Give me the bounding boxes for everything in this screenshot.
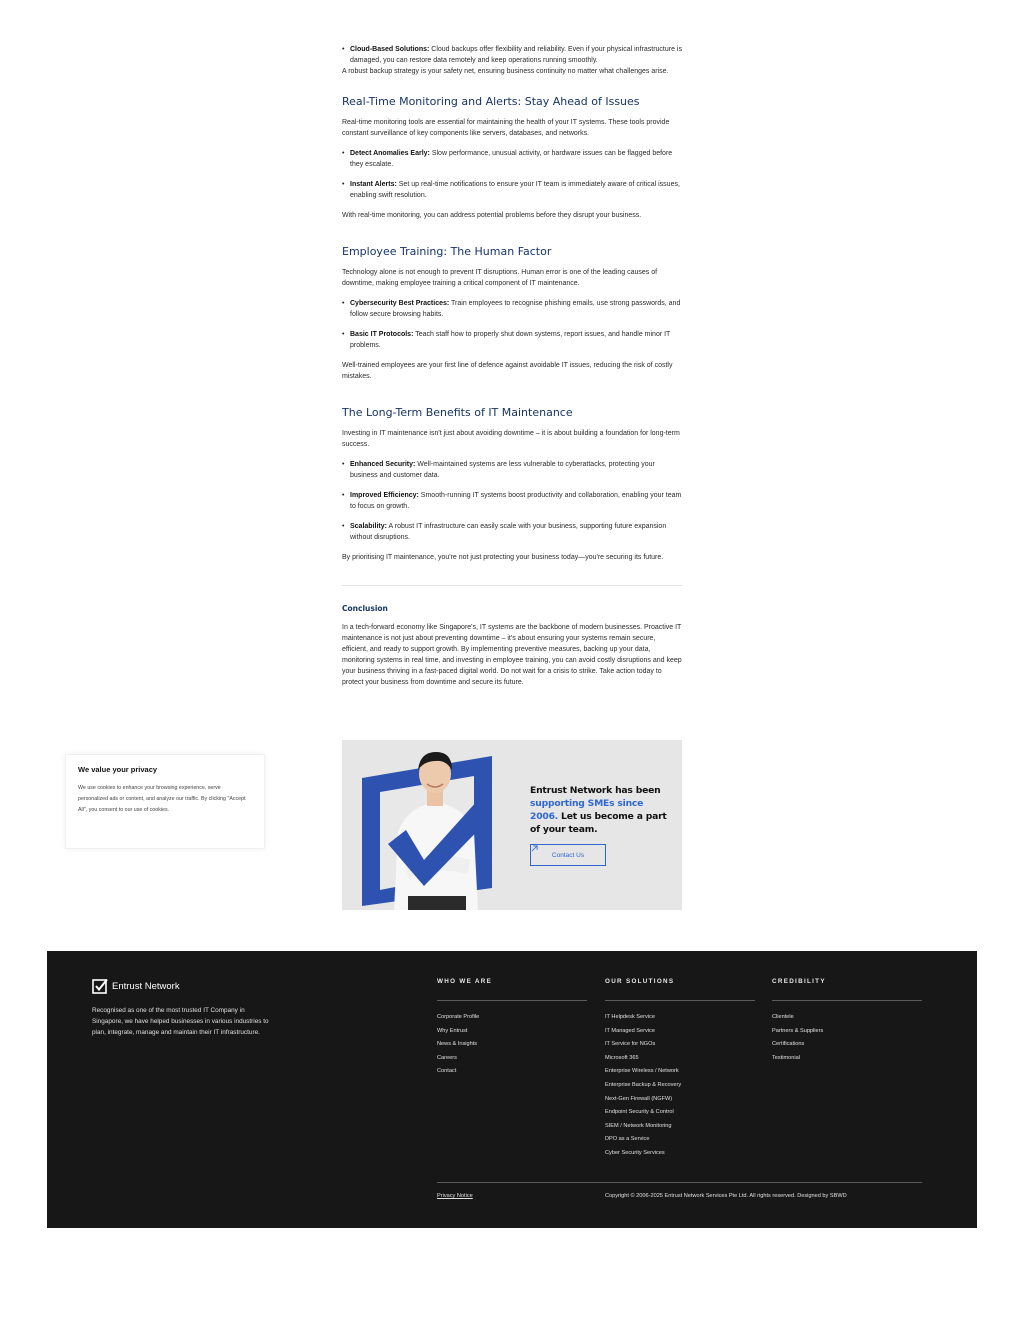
- footer-column-heading: OUR SOLUTIONS: [605, 978, 755, 1001]
- footer-link-news-insights[interactable]: News & Insights: [437, 1041, 478, 1048]
- site-footer: [47, 951, 977, 1228]
- contact-us-button[interactable]: [530, 844, 606, 866]
- section-divider: [342, 585, 682, 586]
- training-intro: Technology alone is not enough to prevent IT disruptions. Human error is one of the leading causes of downtime, making employee training a critical component of IT maintenance.: [342, 269, 658, 287]
- footer-link-cyber-security[interactable]: Cyber Security Services: [605, 1149, 665, 1156]
- copyright-text: Copyright © 2006-2025 Entrust Network Services Pte Ltd. All rights reserved. Designed by SBWD: [605, 1193, 847, 1199]
- list-item: • Basic IT Protocols: Teach staff how to properly shut down systems, report issues, and handle minor IT problems.: [342, 329, 682, 351]
- footer-link-microsoft-365[interactable]: Microsoft 365: [605, 1054, 639, 1061]
- arrow-up-right-icon: [531, 845, 538, 852]
- cookie-consent-panel: [65, 754, 265, 849]
- footer-divider: [437, 1182, 922, 1183]
- list-item: • Cybersecurity Best Practices: Train employees to recognise phishing emails, use strong passwords, and follow secure browsing habits.: [342, 298, 682, 320]
- footer-link-certifications[interactable]: Certifications: [772, 1041, 805, 1048]
- training-bullet-list: [342, 298, 682, 351]
- entrust-logo-icon: [92, 978, 108, 994]
- monitoring-outro: With real-time monitoring, you can address potential problems before they disrupt your business.: [342, 212, 642, 219]
- list-item: • Cloud-Based Solutions: Cloud backups offer flexibility and reliability. Even if your physical infrastructure is damaged, you can restore data remotely and keep operations running smoothly.: [342, 44, 682, 66]
- footer-link-partners[interactable]: Partners & Suppliers: [772, 1027, 824, 1034]
- monitoring-heading: Real-Time Monitoring and Alerts: Stay Ahead of Issues: [342, 95, 640, 108]
- list-item: • Enhanced Security: Well-maintained systems are less vulnerable to cyberattacks, protecting your business and customer data.: [342, 459, 682, 481]
- benefits-intro: Investing in IT maintenance isn't just about avoiding downtime – it is about building a foundation for long-term success.: [342, 430, 680, 448]
- footer-column-credibility: [772, 978, 922, 1065]
- conclusion-text: In a tech-forward economy like Singapore's, IT systems are the backbone of modern businesses. Proactive IT maintenance is not just about preventing downtime – it's about ensuring your systems remain secure, efficient, and ready to support growth. By implementing preventive measures, backing up your data, monitoring systems in real time, and investing in employee training, you can avoid costly disruptions and keep your business thriving in a fast-paced digital world. Do not wait for a crisis to strike. Take action today to protect your business from downtime and secure its future.: [342, 624, 682, 686]
- footer-link-why-entrust[interactable]: Why Entrust: [437, 1027, 468, 1034]
- benefits-outro: By prioritising IT maintenance, you're not just protecting your business today—you're securing its future.: [342, 554, 664, 561]
- cta-banner: [342, 740, 682, 910]
- footer-column-our-solutions: [605, 978, 755, 1161]
- cookie-consent-title: We value your privacy: [78, 765, 158, 774]
- benefits-heading: The Long-Term Benefits of IT Maintenance: [342, 406, 573, 419]
- footer-logo[interactable]: [92, 978, 180, 994]
- monitoring-bullet-list: [342, 148, 682, 201]
- footer-link-it-managed[interactable]: IT Managed Service: [605, 1027, 655, 1034]
- footer-column-who-we-are: [437, 978, 587, 1079]
- footer-link-testimonial[interactable]: Testimonial: [772, 1054, 800, 1061]
- list-item: • Scalability: A robust IT infrastructure can easily scale with your business, supporting future expansion without disruptions.: [342, 521, 682, 543]
- footer-column-heading: WHO WE ARE: [437, 978, 587, 1001]
- footer-link-endpoint-security[interactable]: Endpoint Security & Control: [605, 1109, 674, 1116]
- privacy-notice-link[interactable]: Privacy Notice: [437, 1193, 473, 1199]
- logo-text: Entrust Network: [112, 980, 180, 992]
- footer-description: Recognised as one of the most trusted IT Company in Singapore, we have helped businesses in various industries to plan, integrate, manage and maintain their IT infrastructure.: [92, 1007, 269, 1036]
- list-item: • Instant Alerts: Set up real-time notifications to ensure your IT team is immediately aware of critical issues, enabling swift resolution.: [342, 179, 682, 201]
- footer-column-heading: CREDIBILITY: [772, 978, 922, 1001]
- backup-summary: A robust backup strategy is your safety net, ensuring business continuity no matter what challenges arise.: [342, 68, 669, 75]
- footer-link-ngfw[interactable]: Next-Gen Firewall (NGFW): [605, 1095, 673, 1102]
- monitoring-intro: Real-time monitoring tools are essential for maintaining the health of your IT systems. These tools provide constant surveillance of key components like servers, databases, and networks.: [342, 119, 670, 137]
- footer-link-enterprise-wireless[interactable]: Enterprise Wireless / Network: [605, 1068, 679, 1075]
- footer-link-enterprise-backup[interactable]: Enterprise Backup & Recovery: [605, 1081, 682, 1088]
- footer-link-dpo[interactable]: DPO as a Service: [605, 1136, 650, 1143]
- banner-headline: Entrust Network has been supporting SMEs since 2006. Let us become a part of your team.: [530, 785, 667, 835]
- footer-link-it-helpdesk[interactable]: IT Helpdesk Service: [605, 1014, 655, 1020]
- footer-link-contact[interactable]: Contact: [437, 1068, 457, 1075]
- cookie-consent-text: We use cookies to enhance your browsing experience, serve personalized ads or content, and analyze our traffic. By clicking "Accept All", you consent to our use of cookies.: [78, 785, 246, 813]
- benefits-bullet-list: [342, 459, 682, 543]
- training-outro: Well-trained employees are your first line of defence against avoidable IT issues, reducing the risk of costly mistakes.: [342, 362, 673, 380]
- footer-link-careers[interactable]: Careers: [437, 1054, 457, 1061]
- backup-bullet-list: [342, 44, 682, 66]
- footer-link-clientele[interactable]: Clientele: [772, 1014, 794, 1020]
- list-item: • Improved Efficiency: Smooth-running IT systems boost productivity and collaboration, enabling your team to focus on growth.: [342, 490, 682, 512]
- training-heading: Employee Training: The Human Factor: [342, 245, 552, 258]
- footer-link-it-ngos[interactable]: IT Service for NGOs: [605, 1041, 656, 1048]
- article-body: [342, 44, 682, 688]
- footer-link-siem[interactable]: SIEM / Network Monitoring: [605, 1122, 672, 1129]
- contact-us-label: Contact Us: [551, 851, 585, 859]
- conclusion-heading: Conclusion: [342, 604, 388, 613]
- footer-link-corporate-profile[interactable]: Corporate Profile: [437, 1014, 480, 1020]
- list-item: • Detect Anomalies Early: Slow performance, unusual activity, or hardware issues can be flagged before they escalate.: [342, 148, 682, 170]
